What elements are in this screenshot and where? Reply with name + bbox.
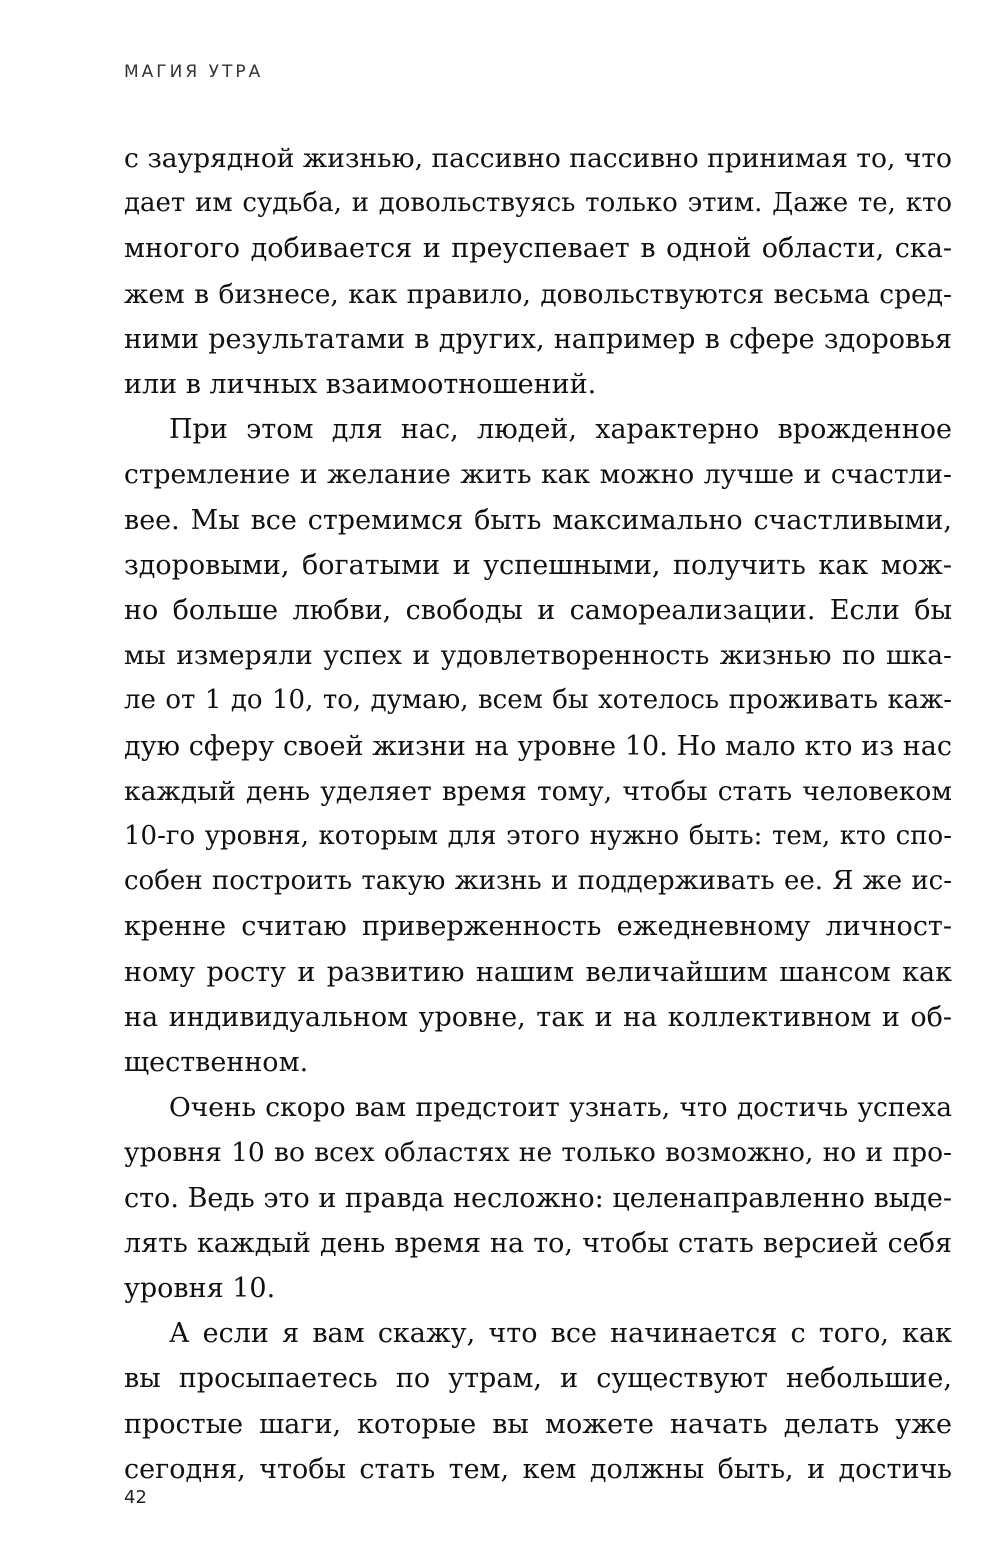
text-line: ними результатами в других, например в сфере здоровья (124, 323, 952, 355)
text-line: каждый день уделяет время тому, чтобы стать человеком (124, 775, 952, 807)
text-line: Очень скоро вам предстоит узнать, что достичь успеха (169, 1092, 952, 1124)
text-line: уровня 10. (124, 1273, 276, 1305)
text-line: 10-го уровня, которым для этого нужно быть: тем, кто спо- (124, 821, 952, 852)
text-line: стремление и желание жить как можно лучше и счастли- (124, 459, 952, 491)
text-line: сто. Ведь это и правда несложно: целенаправленно выде- (124, 1182, 952, 1214)
text-line: здоровыми, богатыми и успешными, получить как мож- (124, 549, 952, 581)
text-line: дую сферу своей жизни на уровне 10. Но мало кто из нас (124, 730, 952, 762)
text-line: мы измеряли успех и удовлетворенность жизнью по шка- (124, 640, 952, 672)
text-line: на индивидуальном уровне, так и на коллективном и об- (124, 1001, 952, 1033)
body-text (124, 136, 952, 1492)
text-line: сегодня, чтобы стать тем, кем должны быть, и достичь (124, 1453, 952, 1485)
text-line: с заурядной жизнью, пассивно пассивно принимая то, что (124, 143, 952, 174)
text-line: щественном. (124, 1047, 309, 1079)
text-line: лять каждый день время на то, чтобы стать версией себя (124, 1227, 952, 1259)
text-line: вы просыпаетесь по утрам, и существуют небольшие, (124, 1363, 952, 1395)
text-line: кренне считаю приверженность ежедневному личност- (124, 911, 952, 943)
text-line: многого добивается и преуспевает в одной области, ска- (124, 233, 952, 265)
text-line: уровня 10 во всех областях не только возможно, но и про- (124, 1137, 952, 1169)
page-number: 42 (124, 1487, 147, 1508)
running-head-title: МАГИЯ УТРА (124, 62, 264, 82)
text-line: ле от 1 до 10, то, думаю, всем бы хотелось проживать каж- (124, 685, 952, 716)
text-line: или в личных взаимоотношений. (124, 369, 597, 401)
text-line: ному росту и развитию нашим величайшим шансом как (124, 956, 952, 988)
text-line: но больше любви, свободы и самореализации. Если бы (124, 595, 952, 627)
text-line: При этом для нас, людей, характерно врожденное (169, 414, 952, 446)
text-line: дает им судьба, и довольствуясь только этим. Даже те, кто (124, 188, 952, 219)
text-line: А если я вам скажу, что все начинается с того, как (169, 1318, 952, 1350)
text-line: вее. Мы все стремимся быть максимально счастливыми, (124, 504, 952, 536)
text-line: собен построить такую жизнь и поддерживать ее. Я же ис- (124, 866, 952, 897)
text-line: жем в бизнесе, как правило, довольствуются весьма сред- (124, 278, 952, 310)
text-line: простые шаги, которые вы можете начать делать уже (124, 1408, 952, 1440)
